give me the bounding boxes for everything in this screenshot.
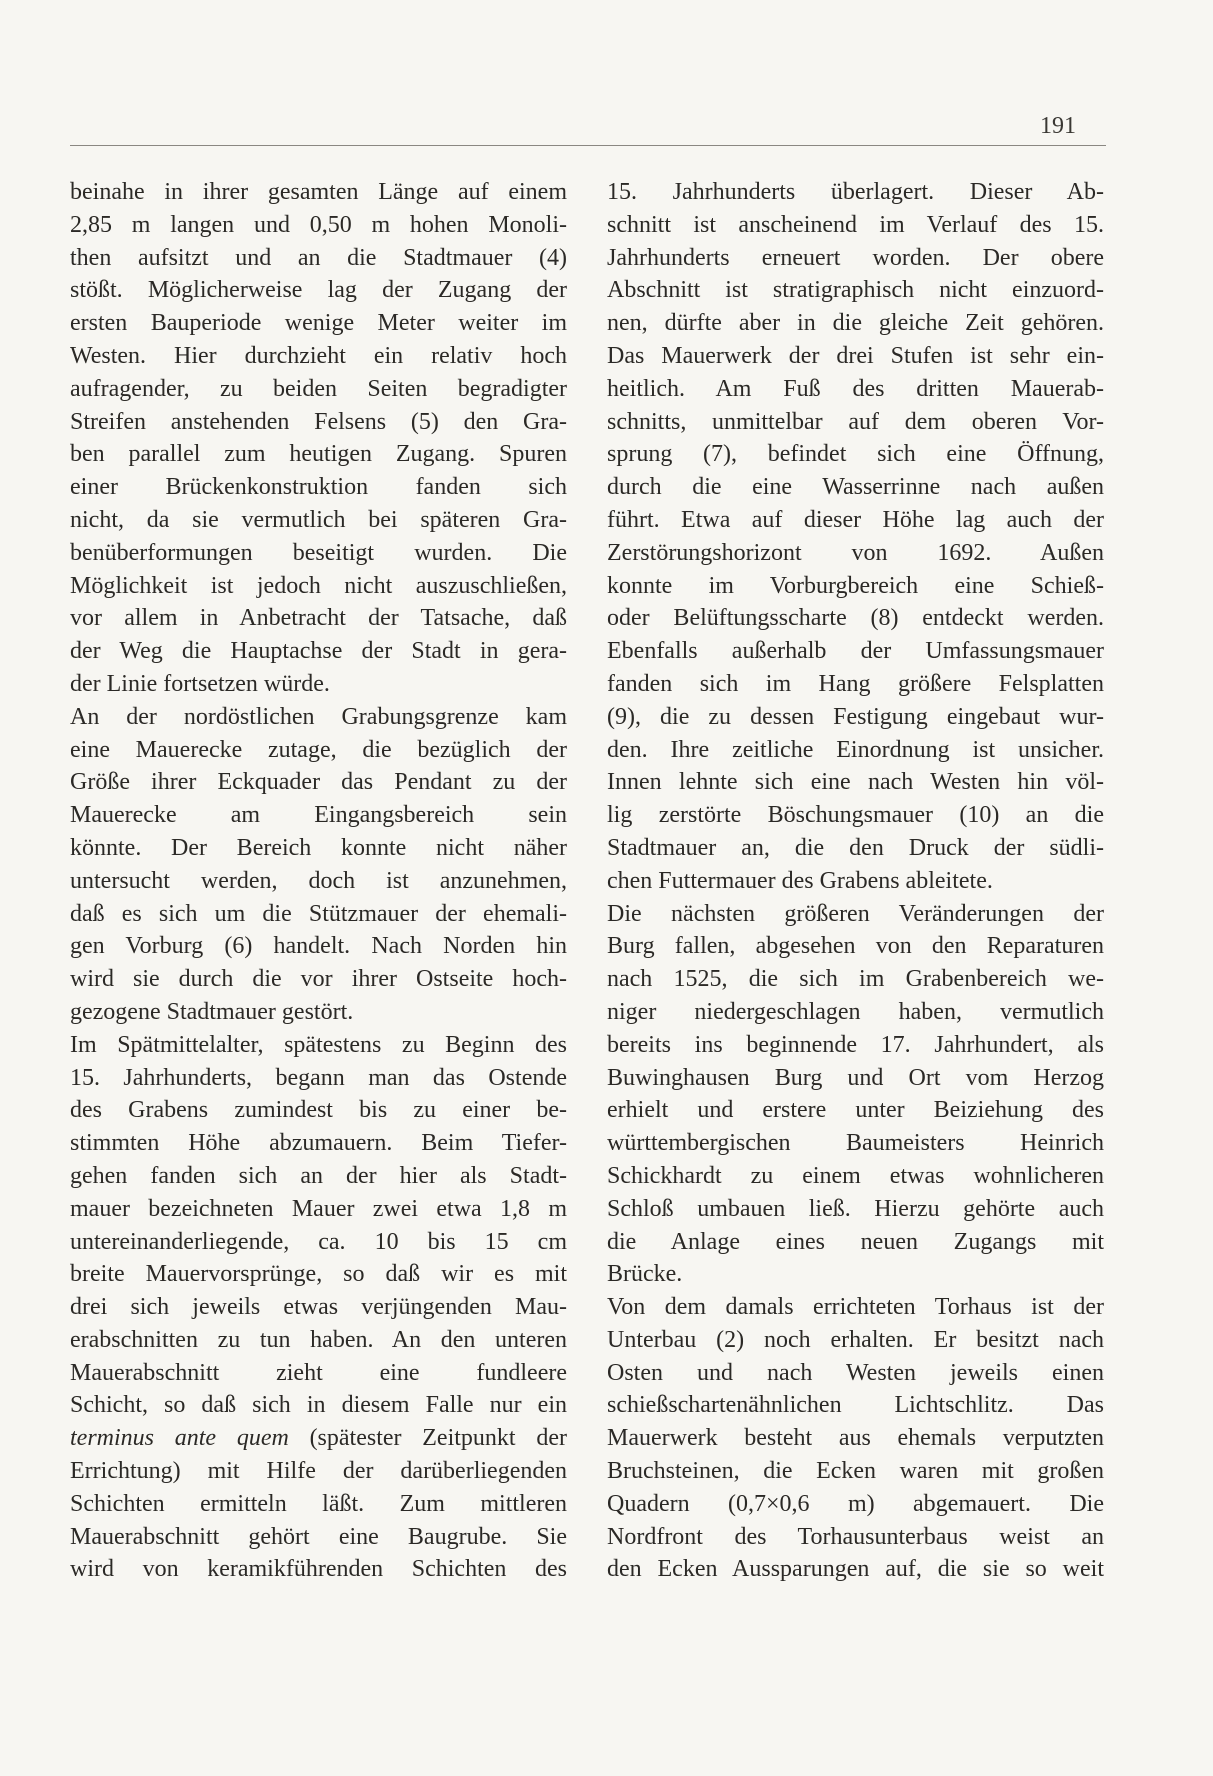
text-line: lig zerstörte Böschungsmauer (10) an die [607,802,1104,829]
text-line: Schichten ermitteln läßt. Zum mittleren [70,1490,567,1517]
text-line: konnte im Vorburgbereich eine Schieß- [607,572,1104,599]
left-column [70,176,567,1586]
text-line: Unterbau (2) noch erhalten. Er besitzt nach [607,1326,1104,1353]
text-line: Möglichkeit ist jedoch nicht auszuschließen, [70,572,567,599]
text-line: Im Spätmittelalter, spätestens zu Beginn des [70,1031,567,1058]
text-line: Schickhardt zu einem etwas wohnlicheren [607,1162,1104,1189]
text-line: daß es sich um die Stützmauer der ehemali- [70,900,567,927]
text-line: niger niedergeschlagen haben, vermutlich [607,998,1104,1025]
text-line: Stadtmauer an, die den Druck der südli- [607,834,1104,861]
text-line: gehen fanden sich an der hier als Stadt- [70,1162,567,1189]
text-line: erabschnitten zu tun haben. An den unteren [70,1326,567,1353]
text-line: nach 1525, die sich im Grabenbereich we- [607,966,1104,993]
text-line: württembergischen Baumeisters Heinrich [607,1130,1104,1157]
text-line: Westen. Hier durchzieht ein relativ hoch [70,342,567,369]
text-line: Mauerecke am Eingangsbereich sein [70,802,567,829]
text-line: mauer bezeichneten Mauer zwei etwa 1,8 m [70,1195,567,1222]
right-column [607,176,1104,1586]
text-line: schnitt ist anscheinend im Verlauf des 15. [607,211,1104,238]
text-line: aufragender, zu beiden Seiten begradigter [70,375,567,402]
text-line: nicht, da sie vermutlich bei späteren Gra- [70,506,567,533]
text-line: untersucht werden, doch ist anzunehmen, [70,867,567,894]
text-line: Jahrhunderts erneuert worden. Der obere [607,244,1104,271]
text-line: Burg fallen, abgesehen von den Reparaturen [607,933,1104,960]
text-line: benüberformungen beseitigt wurden. Die [70,539,567,566]
text-line: wird von keramikführenden Schichten des [70,1556,567,1583]
text-line: An der nordöstlichen Grabungsgrenze kam [70,703,567,730]
header-rule [70,145,1106,146]
text-line: des Grabens zumindest bis zu einer be- [70,1097,567,1124]
text-line: erhielt und erstere unter Beiziehung des [607,1097,1104,1124]
text-line: Buwinghausen Burg und Ort vom Herzog [607,1064,1104,1091]
italic-term: terminus ante quem [70,1425,289,1452]
text-line: 2,85 m langen und 0,50 m hohen Monoli- [70,211,567,238]
text-line: untereinanderliegende, ca. 10 bis 15 cm [70,1228,567,1255]
page-number: 191 [1040,113,1076,139]
text-line: Größe ihrer Eckquader das Pendant zu der [70,769,567,796]
text-line: gezogene Stadtmauer gestört. [70,998,354,1025]
text-line: den Ecken Aussparungen auf, die sie so weit [607,1556,1104,1583]
text-line: 15. Jahrhunderts, begann man das Ostende [70,1064,567,1091]
text-line: drei sich jeweils etwas verjüngenden Mau- [70,1294,567,1321]
text-line: breite Mauervorsprünge, so daß wir es mit [70,1261,567,1288]
text-line: Errichtung) mit Hilfe der darüberliegenden [70,1458,567,1485]
text-line: fanden sich im Hang größere Felsplatten [607,670,1104,697]
text-line: Mauerabschnitt zieht eine fundleere [70,1359,567,1386]
text-line: (9), die zu dessen Festigung eingebaut wur- [607,703,1104,730]
text-line: Zerstörungshorizont von 1692. Außen [607,539,1104,566]
text-line: die Anlage eines neuen Zugangs mit [607,1228,1104,1255]
text-line: Mauerabschnitt gehört eine Baugrube. Sie [70,1523,567,1550]
text-line: Bruchsteinen, die Ecken waren mit großen [607,1458,1104,1485]
text-line: wird sie durch die vor ihrer Ostseite hoch- [70,966,567,993]
text-line: 15. Jahrhunderts überlagert. Dieser Ab- [607,179,1104,205]
text-line: ben parallel zum heutigen Zugang. Spuren [70,441,567,468]
text-line: chen Futtermauer des Grabens ableitete. [607,867,993,894]
text-line: ersten Bauperiode wenige Meter weiter im [70,310,567,337]
text-line: Die nächsten größeren Veränderungen der [607,900,1104,927]
text-line: nen, dürfte aber in die gleiche Zeit gehören. [607,310,1104,337]
text-line: gen Vorburg (6) handelt. Nach Norden hin [70,933,567,960]
text-line: einer Brückenkonstruktion fanden sich [70,474,567,501]
text-line: Von dem damals errichteten Torhaus ist der [607,1294,1104,1321]
text-line [70,1422,567,1455]
text-line: könnte. Der Bereich konnte nicht näher [70,834,567,861]
text-line: Ebenfalls außerhalb der Umfassungsmauer [607,638,1104,665]
text-line: Abschnitt ist stratigraphisch nicht einzuord- [607,277,1104,304]
text-line: Osten und nach Westen jeweils einen [607,1359,1104,1386]
text-line: der Weg die Hauptachse der Stadt in gera- [70,638,567,665]
text-line: durch die eine Wasserrinne nach außen [607,474,1104,501]
text-line: Quadern (0,7×0,6 m) abgemauert. Die [607,1490,1104,1517]
text-line: then aufsitzt und an die Stadtmauer (4) [70,244,567,271]
text-line: Brücke. [607,1261,683,1288]
line-text: (spätester Zeitpunkt der [288,1425,567,1452]
text-line: stößt. Möglicherweise lag der Zugang der [70,277,567,304]
text-line: führt. Etwa auf dieser Höhe lag auch der [607,506,1104,533]
text-line: Schloß umbauen ließ. Hierzu gehörte auch [607,1195,1104,1222]
text-line: vor allem in Anbetracht der Tatsache, daß [70,605,567,632]
text-line: Streifen anstehenden Felsens (5) den Gra- [70,408,567,435]
text-line: stimmten Höhe abzumauern. Beim Tiefer- [70,1130,567,1157]
text-line: heitlich. Am Fuß des dritten Mauerab- [607,375,1104,402]
text-line: beinahe in ihrer gesamten Länge auf einem [70,179,567,205]
text-line: Mauerwerk besteht aus ehemals verputzten [607,1425,1104,1452]
text-line: schnitts, unmittelbar auf dem oberen Vor- [607,408,1104,435]
text-line: Innen lehnte sich eine nach Westen hin völ- [607,769,1104,796]
text-line: schießschartenähnlichen Lichtschlitz. Das [607,1392,1104,1419]
text-line: Nordfront des Torhausunterbaus weist an [607,1523,1104,1550]
text-line: eine Mauerecke zutage, die bezüglich der [70,736,567,763]
text-line: sprung (7), befindet sich eine Öffnung, [607,441,1104,468]
text-line: der Linie fortsetzen würde. [70,670,330,697]
text-line: bereits ins beginnende 17. Jahrhundert, als [607,1031,1104,1058]
text-line: Das Mauerwerk der drei Stufen ist sehr ein- [607,342,1104,369]
text-line: oder Belüftungsscharte (8) entdeckt werden. [607,605,1104,632]
text-line: Schicht, so daß sich in diesem Falle nur ein [70,1392,567,1419]
text-line: den. Ihre zeitliche Einordnung ist unsicher. [607,736,1104,763]
